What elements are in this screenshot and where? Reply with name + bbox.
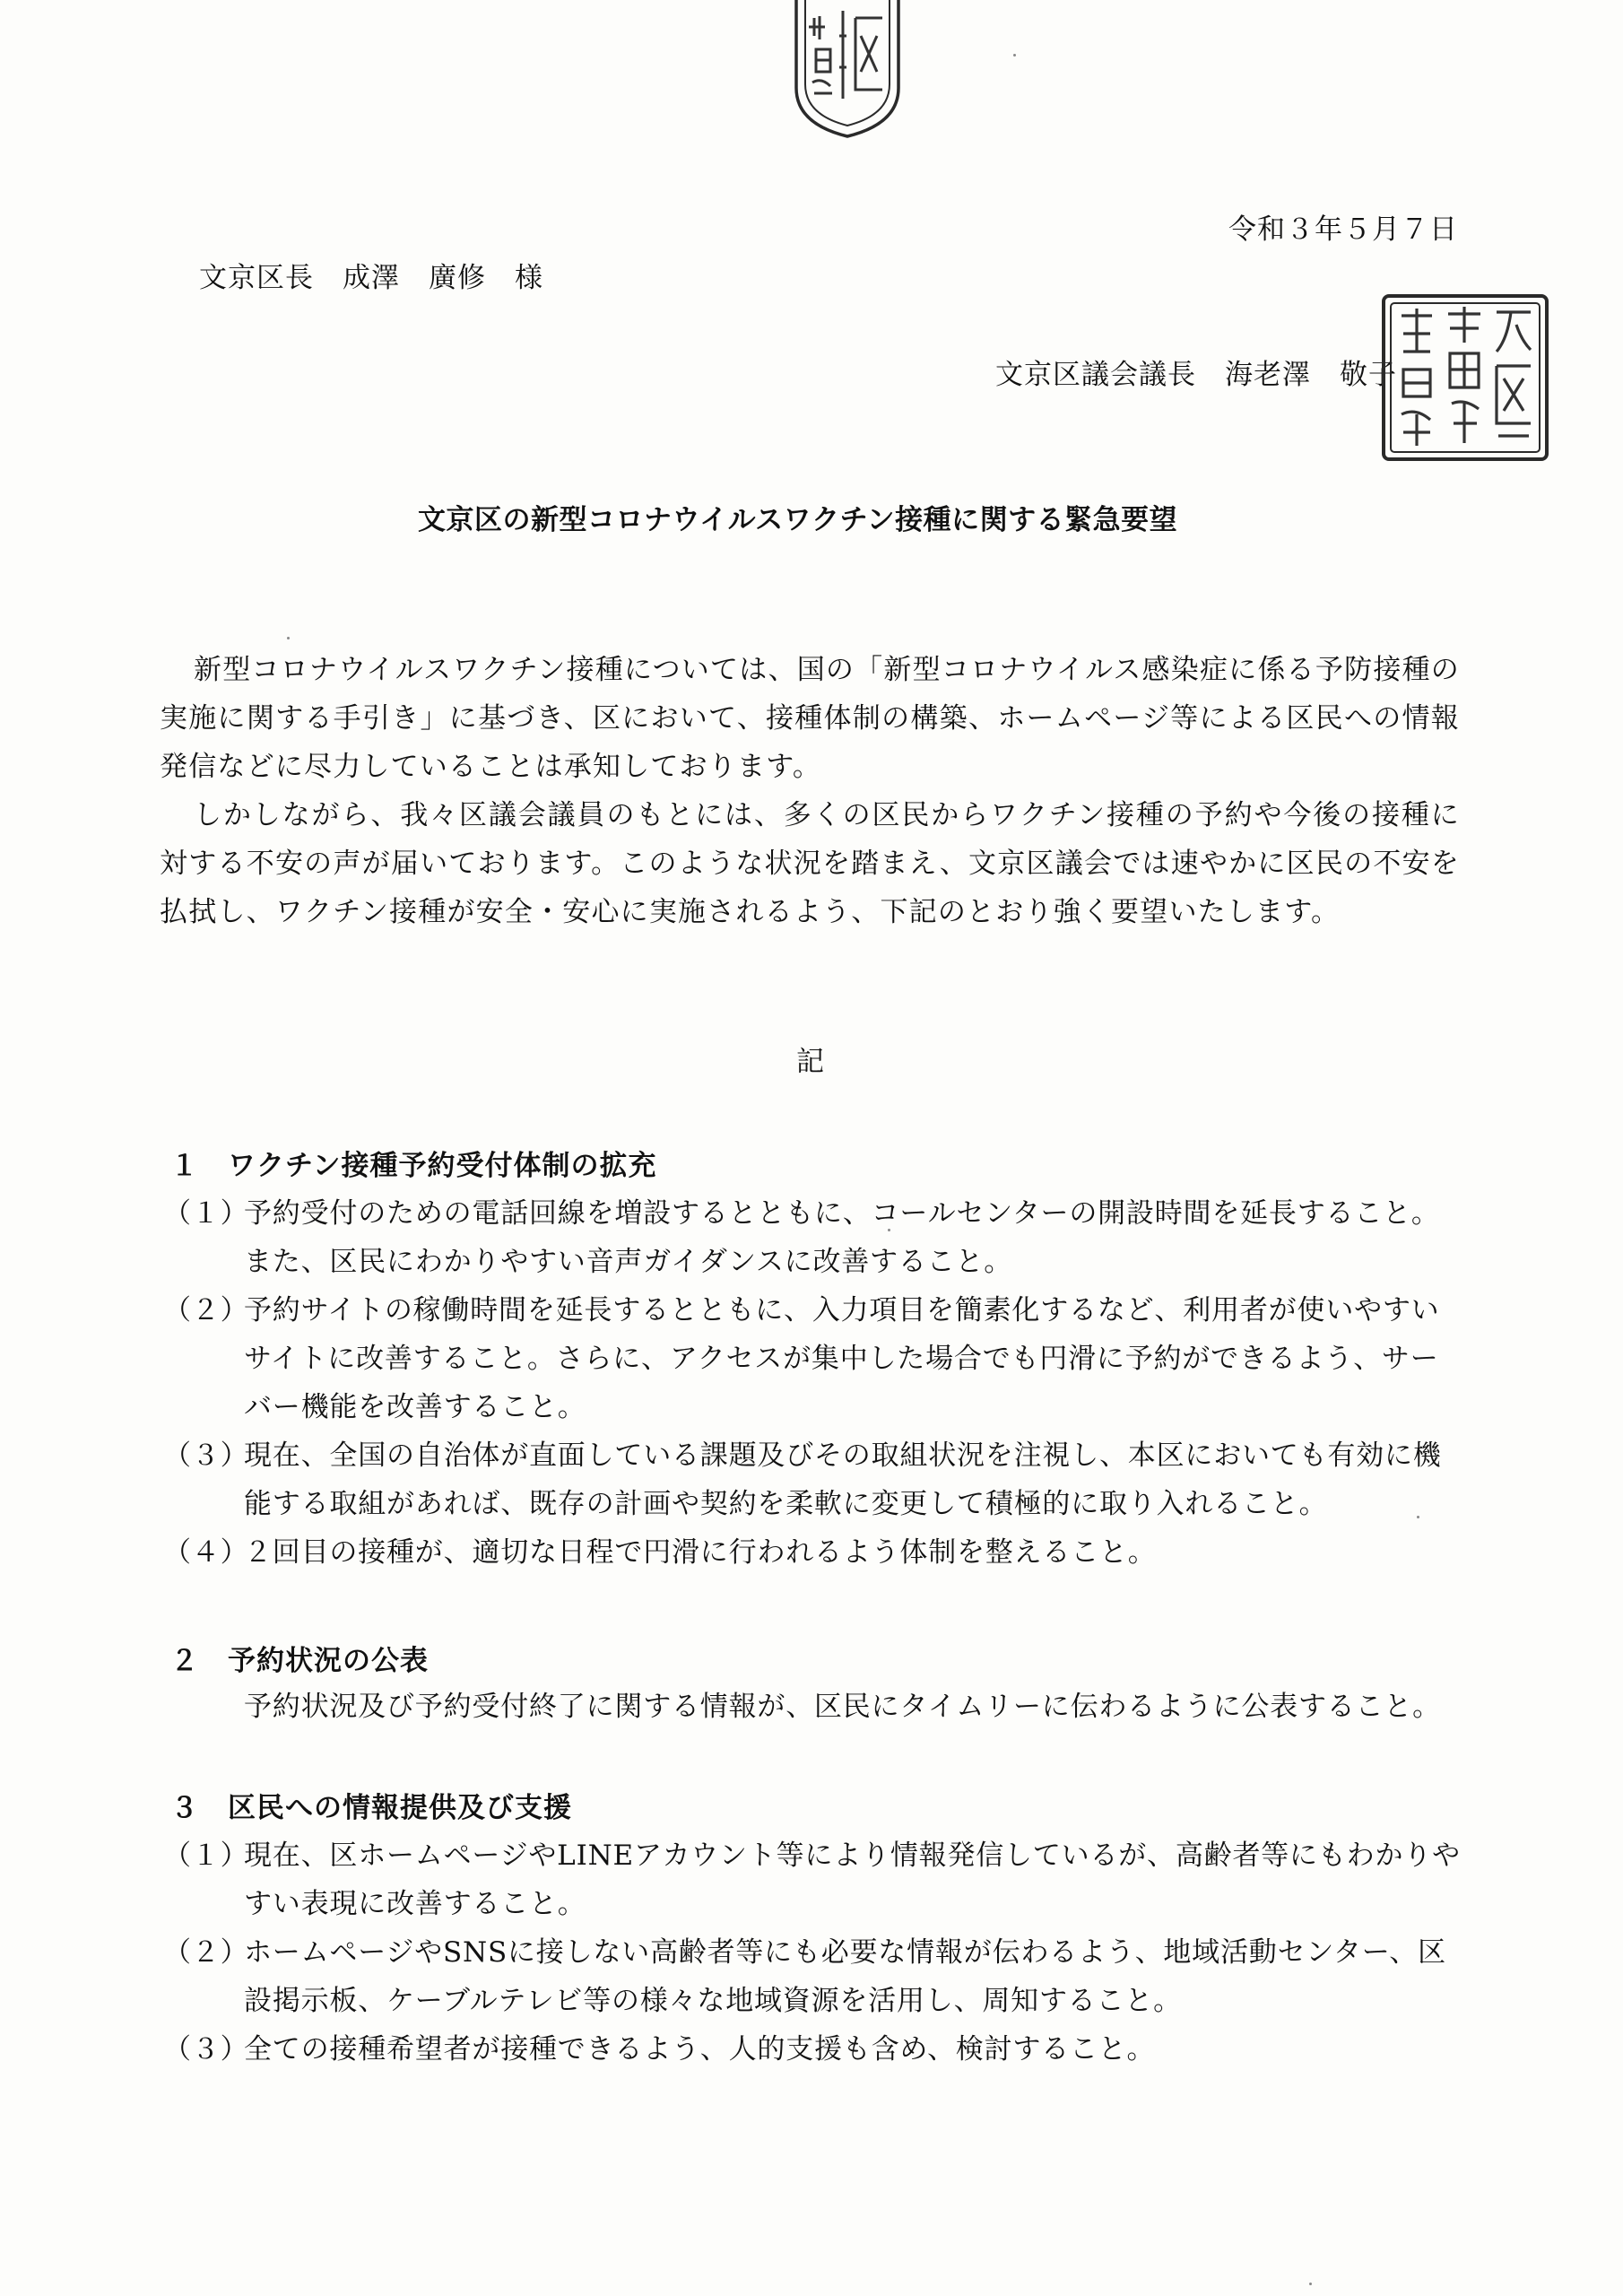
section-3-heading: ３ 区民への情報提供及び支援 (170, 1792, 572, 1824)
scan-speck (1309, 2283, 1312, 2285)
item-number: （３） (163, 1439, 249, 1472)
item-text: ２回目の接種が、適切な日程で円滑に行われるよう体制を整えること。 (244, 1536, 1157, 1569)
addressee: 文京区長 成澤 廣修 様 (199, 262, 543, 294)
item-text: 予約サイトの稼働時間を延長するとともに、入力項目を簡素化するなど、利用者が使いやすいサイトに改善すること。さらに、アクセスが集中した場合でも円滑に予約ができるよう、サーバー機能を改善すること。 (244, 1294, 1440, 1423)
document-date: 令和３年５月７日 (1228, 213, 1458, 246)
item-text: 予約受付のための電話回線を増設するとともに、コールセンターの開設時間を延長すること。また、区民にわかりやすい音声ガイダンスに改善すること。 (244, 1197, 1440, 1278)
document-title: 文京区の新型コロナウイルスワクチン接種に関する緊急要望 (418, 504, 1178, 536)
sender: 文京区議会議長 海老澤 敬子 (995, 359, 1397, 391)
item-number: （２） (163, 1936, 249, 1969)
section-2-text: 予約状況及び予約受付終了に関する情報が、区民にタイムリーに伝わるように公表すること。 (244, 1691, 1441, 1723)
section-1-item-2 (163, 1286, 1463, 1431)
item-text: ホームページやSNSに接しない高齢者等にも必要な情報が伝わるよう、地域活動センター、区設掲示板、ケーブルテレビ等の様々な地域資源を活用し、周知すること。 (244, 1936, 1446, 2017)
chairman-seal-stamp (1376, 289, 1556, 468)
ki-marker: 記 (796, 1046, 825, 1078)
intro-paragraph-1: 新型コロナウイルスワクチン接種については、国の「新型コロナウイルス感染症に係る予防接種の実施に関する手引き」に基づき、区において、接種体制の構築、ホームページ等による区民への情報発信などに尽力していることは承知しております。 (160, 654, 1460, 783)
section-3-item-2 (163, 1928, 1463, 2025)
item-text: 現在、全国の自治体が直面している課題及びその取組状況を注視し、本区においても有効に機能する取組があれば、既存の計画や契約を柔軟に変更して積極的に取り入れること。 (244, 1439, 1442, 1520)
item-text: 現在、区ホームページやLINEアカウント等により情報発信しているが、高齢者等にもわかりやすい表現に改善すること。 (244, 1839, 1461, 1920)
item-number: （１） (163, 1197, 249, 1230)
section-3-item-3 (163, 2025, 1463, 2074)
section-1-heading: １ ワクチン接種予約受付体制の拡充 (170, 1150, 657, 1182)
scan-speck (287, 637, 290, 639)
item-number: （１） (163, 1839, 249, 1872)
item-number: （２） (163, 1294, 249, 1326)
section-1-item-4 (163, 1528, 1463, 1577)
section-1-item-3 (163, 1431, 1463, 1528)
scan-speck (1013, 54, 1016, 57)
section-3-item-1 (163, 1831, 1463, 1928)
item-number: （４） (163, 1536, 249, 1569)
intro-paragraph-2: しかしながら、我々区議会議員のもとには、多くの区民からワクチン接種の予約や今後の接種に対する不安の声が届いております。このような状況を踏まえ、文京区議会では速やかに区民の不安を払拭し、ワクチン接種が安全・安心に実施されるよう、下記のとおり強く要望いたします。 (160, 799, 1460, 928)
top-seal-stamp (789, 0, 906, 144)
section-2-body (244, 1683, 1463, 1731)
section-1-item-1 (163, 1189, 1463, 1286)
item-text: 全ての接種希望者が接種できるよう、人的支援も含め、検討すること。 (244, 2033, 1156, 2066)
item-number: （３） (163, 2033, 249, 2066)
section-2-heading: ２ 予約状況の公表 (170, 1645, 429, 1677)
